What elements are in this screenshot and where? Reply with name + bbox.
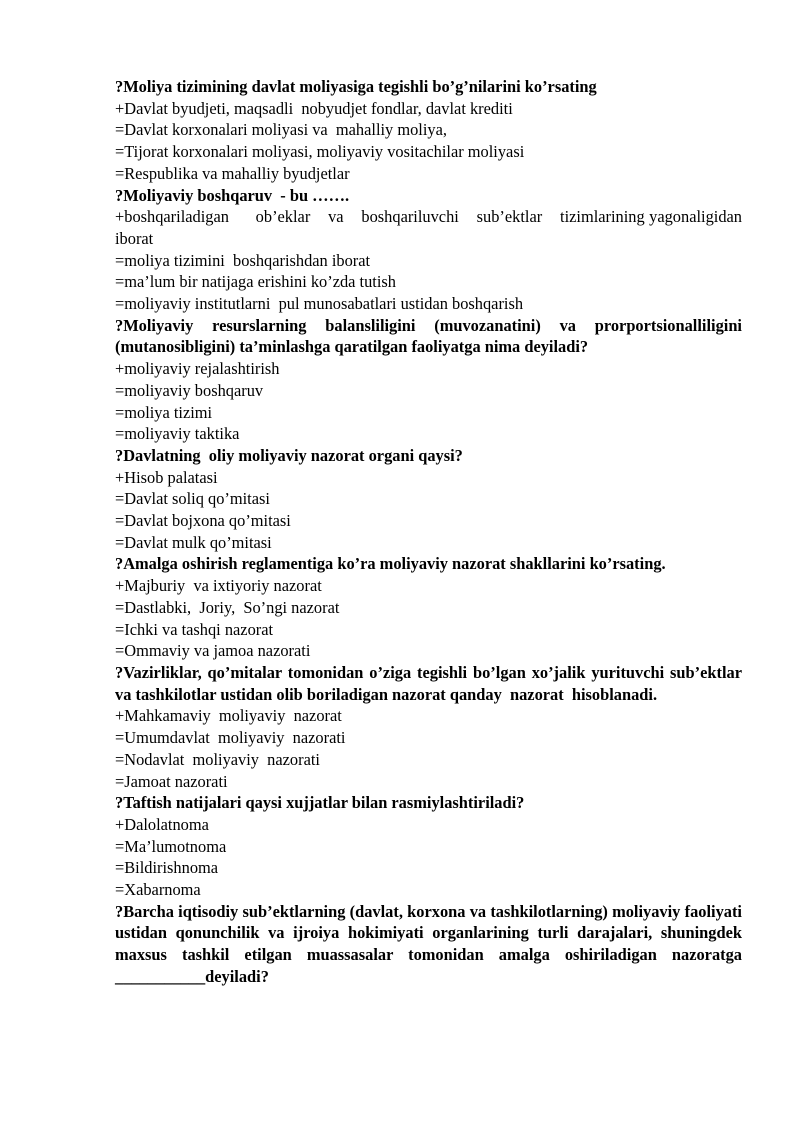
answer-option: =Xabarnoma bbox=[115, 880, 201, 900]
answer-option: =ma’lum bir natijaga erishini ko’zda tutish bbox=[115, 272, 396, 292]
question-block-7 bbox=[115, 792, 742, 901]
document-page bbox=[115, 76, 747, 988]
answer-option: =moliya tizimi bbox=[115, 402, 213, 422]
answer-option-correct: +moliyaviy rejalashtirish bbox=[115, 359, 280, 379]
answer-option: =Umumdavlat moliyaviy nazorati bbox=[115, 728, 346, 748]
answer-option-correct: +Mahkamaviy moliyaviy nazorat bbox=[115, 706, 342, 726]
answer-option: =Jamoat nazorati bbox=[115, 771, 228, 791]
answer-option: =Ma’lumotnoma bbox=[115, 836, 227, 856]
answer-option-correct: +Majburiy va ixtiyoriy nazorat bbox=[115, 576, 322, 596]
question-text: ?Moliya tizimining davlat moliyasiga tegishli bo’g’nilarini ko’rsating bbox=[115, 77, 597, 96]
answer-option-correct: +boshqariladigan ob’eklar va boshqariluvchi sub’ektlar tizimlarining yagonaligidan iborat bbox=[115, 207, 747, 248]
answer-option: =Davlat soliq qo’mitasi bbox=[115, 489, 270, 509]
answer-option: =Tijorat korxonalari moliyasi, moliyaviy vositachilar moliyasi bbox=[115, 142, 525, 162]
answer-option: =Nodavlat moliyaviy nazorati bbox=[115, 749, 320, 769]
question-block-5 bbox=[115, 553, 742, 662]
question-block-6 bbox=[115, 662, 747, 792]
question-block-1 bbox=[115, 76, 742, 185]
answer-option-correct: +Davlat byudjeti, maqsadli nobyudjet fondlar, davlat krediti bbox=[115, 98, 513, 118]
answer-option-correct: +Dalolatnoma bbox=[115, 814, 209, 834]
question-text: ?Moliyaviy resurslarning balansliligini (muvozanatini) va prorportsionalliligini (mutanosibligini) ta’minlashga qaratilgan faoliyatga nima deyiladi? bbox=[115, 315, 747, 357]
answer-option: =moliyaviy institutlarni pul munosabatlari ustidan boshqarish bbox=[115, 294, 524, 314]
answer-option-correct: +Hisob palatasi bbox=[115, 467, 218, 487]
answer-option: =moliyaviy taktika bbox=[115, 424, 240, 444]
question-text: ?Amalga oshirish reglamentiga ko’ra moliyaviy nazorat shakllarini ko’rsating. bbox=[115, 554, 666, 574]
answer-option: =Ichki va tashqi nazorat bbox=[115, 619, 274, 639]
question-text: ?Taftish natijalari qaysi xujjatlar bilan rasmiylashtiriladi? bbox=[115, 793, 525, 813]
answer-option: =Davlat bojxona qo’mitasi bbox=[115, 511, 291, 531]
answer-option: =Davlat mulk qo’mitasi bbox=[115, 532, 272, 552]
question-block-3 bbox=[115, 315, 747, 445]
answer-option: =Davlat korxonalari moliyasi va mahalliy moliya, bbox=[115, 120, 447, 140]
answer-option: =Ommaviy va jamoa nazorati bbox=[115, 641, 311, 661]
question-block-4 bbox=[115, 445, 742, 554]
question-block-2 bbox=[115, 185, 747, 315]
answer-option: =moliya tizimini boshqarishdan iborat bbox=[115, 250, 371, 270]
question-text: ?Vazirliklar, qo’mitalar tomonidan o’ziga tegishli bo’lgan xo’jalik yurituvchi sub’ektlar va tashkilotlar ustidan olib boriladigan nazorat qanday nazorat hisoblanadi. bbox=[115, 662, 747, 704]
answer-option: =Dastlabki, Joriy, So’ngi nazorat bbox=[115, 597, 340, 617]
answer-option: =Respublika va mahalliy byudjetlar bbox=[115, 163, 350, 183]
question-block-8 bbox=[115, 901, 747, 988]
question-text: ?Davlatning oliy moliyaviy nazorat organi qaysi? bbox=[115, 445, 463, 465]
question-text: ?Barcha iqtisodiy sub’ektlarning (davlat, korxona va tashkilotlarning) moliyaviy faoliyati ustidan qonunchilik va ijroiya hokimiyati organlarining turli darajalari, shuningdek maxsus tashkil etilgan muassasalar tomonidan amalga oshiriladigan nazoratga ___________deyiladi? bbox=[115, 901, 747, 986]
answer-option: =moliyaviy boshqaruv bbox=[115, 380, 264, 400]
question-text: ?Moliyaviy boshqaruv - bu ……. bbox=[115, 185, 350, 205]
answer-option: =Bildirishnoma bbox=[115, 858, 219, 878]
